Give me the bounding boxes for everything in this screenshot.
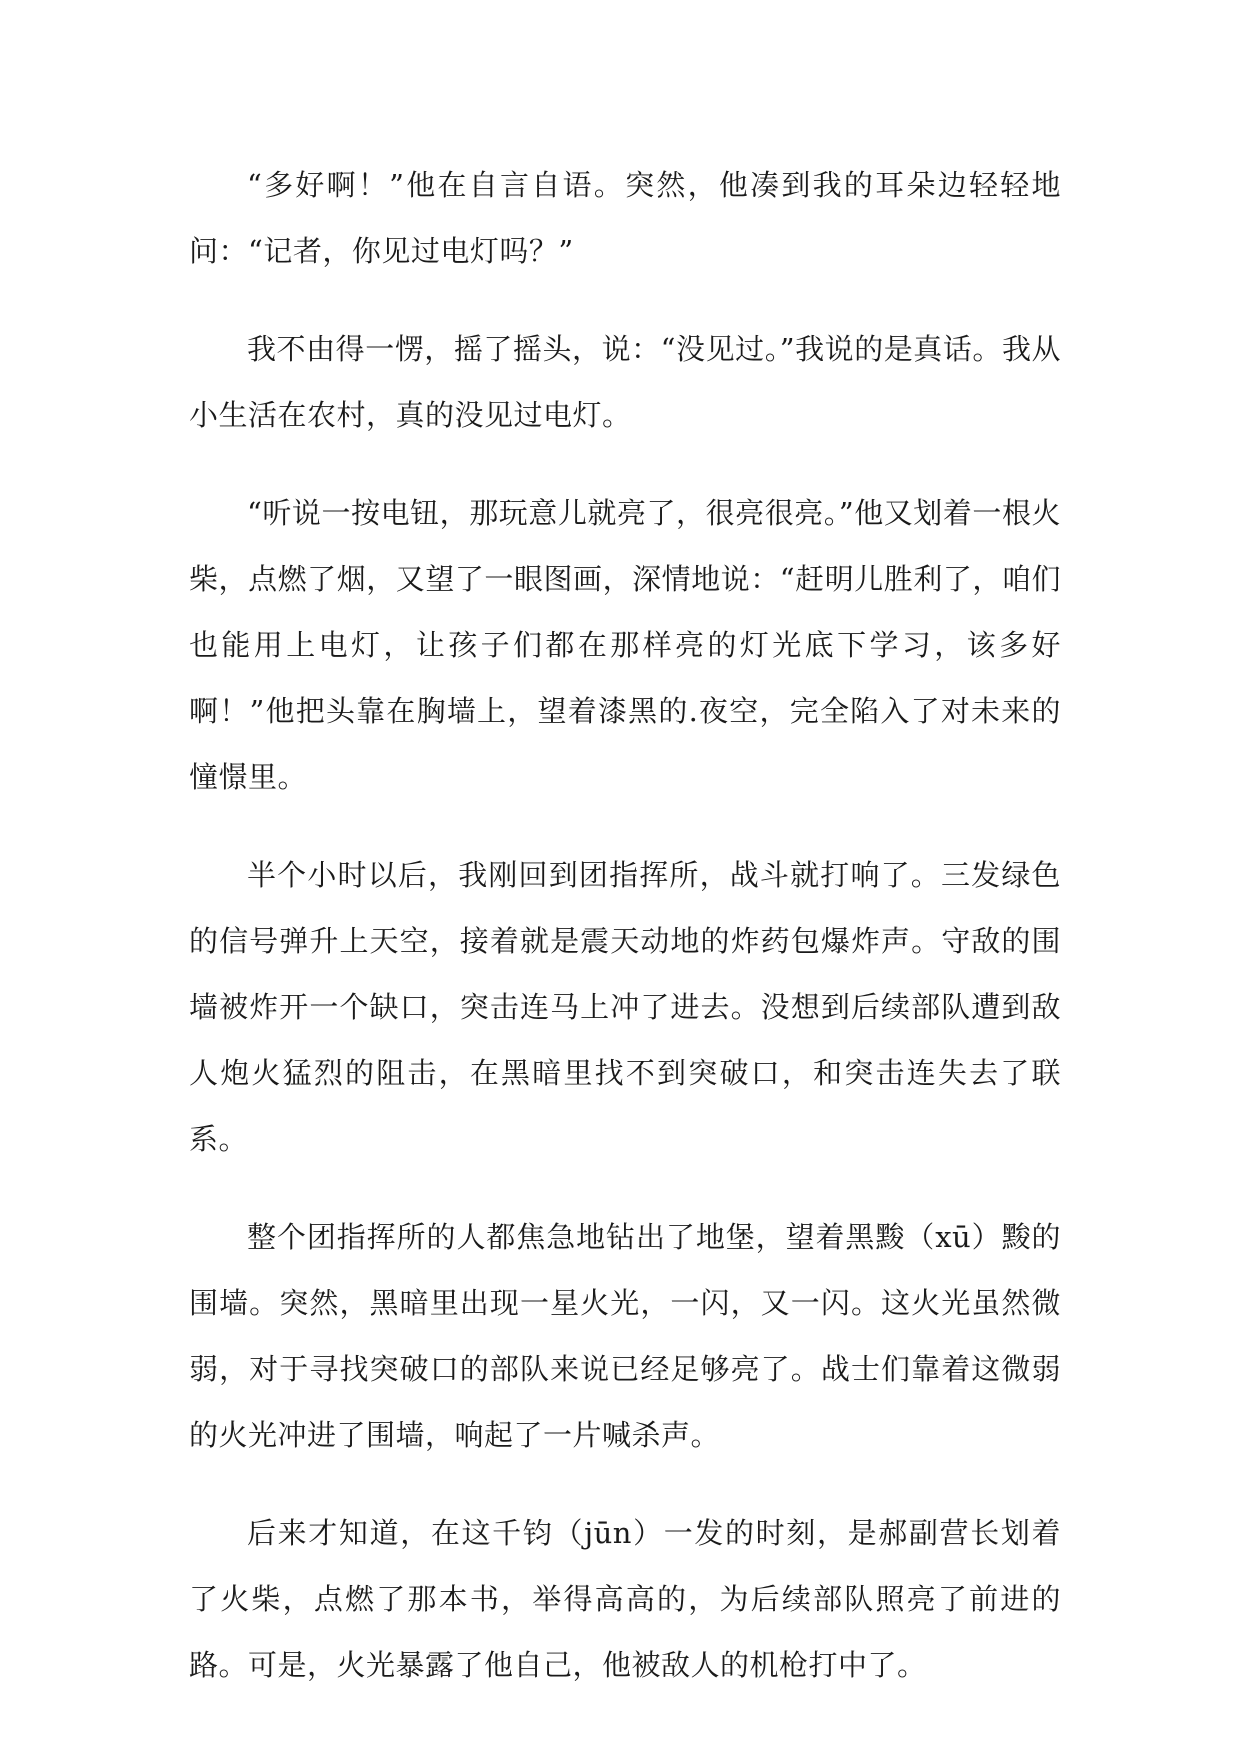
paragraph-3: “听说一按电钮，那玩意儿就亮了，很亮很亮。”他又划着一根火柴，点燃了烟，又望了一眼图画，深情地说：“赶明儿胜利了，咱们也能用上电灯，让孩子们都在那样亮的灯光底下学习，该多好啊！”他把头靠在胸墙上，望着漆黑的.夜空，完全陷入了对未来的憧憬里。 <box>189 496 1061 794</box>
paragraph-6: 后来才知道，在这千钧（jūn）一发的时刻，是郝副营长划着了火柴，点燃了那本书，举得高高的，为后续部队照亮了前进的路。可是，火光暴露了他自己，他被敌人的机枪打中了。 <box>189 1516 1061 1682</box>
paragraph-4: 半个小时以后，我刚回到团指挥所，战斗就打响了。三发绿色的信号弹升上天空，接着就是震天动地的炸药包爆炸声。守敌的围墙被炸开一个缺口，突击连马上冲了进去。没想到后续部队遭到敌人炮火猛烈的阻击，在黑暗里找不到突破口，和突击连失去了联系。 <box>189 858 1061 1156</box>
paragraph-5: 整个团指挥所的人都焦急地钻出了地堡，望着黑黢（xū）黢的围墙。突然，黑暗里出现一星火光，一闪，又一闪。这火光虽然微弱，对于寻找突破口的部队来说已经足够亮了。战士们靠着这微弱的火光冲进了围墙，响起了一片喊杀声。 <box>189 1220 1061 1452</box>
paragraph-1: “多好啊！”他在自言自语。突然，他凑到我的耳朵边轻轻地问：“记者，你见过电灯吗？” <box>189 168 1061 268</box>
document-body <box>189 152 1061 1730</box>
paragraph-2: 我不由得一愣，摇了摇头，说：“没见过。”我说的是真话。我从小生活在农村，真的没见过电灯。 <box>189 332 1061 432</box>
